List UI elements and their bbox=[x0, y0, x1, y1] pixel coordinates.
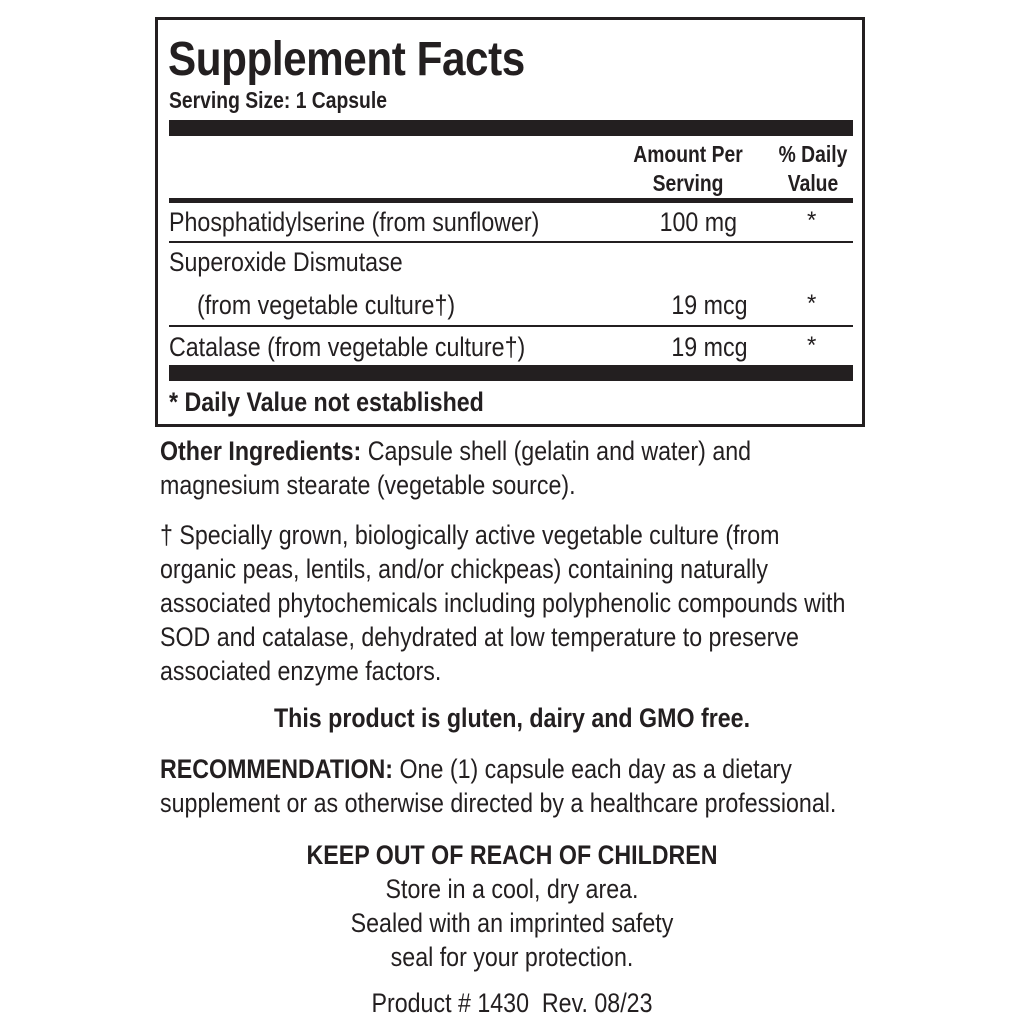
other-ingredients bbox=[160, 434, 847, 502]
recommendation bbox=[160, 752, 946, 820]
dv-header-line2: Value bbox=[787, 170, 839, 196]
other-ingredients-line1 bbox=[160, 434, 751, 468]
row-name-sod-line1: Superoxide Dismutase bbox=[169, 247, 403, 277]
product-info bbox=[0, 986, 1024, 1020]
warning-line1: Store in a cool, dry area. bbox=[385, 874, 639, 904]
warning-title: KEEP OUT OF REACH OF CHILDREN bbox=[306, 840, 718, 870]
row-divider bbox=[169, 325, 853, 327]
other-ingredients-line2: magnesium stearate (vegetable source). bbox=[160, 470, 576, 500]
row-amount-catalase: 19 mcg bbox=[671, 332, 748, 362]
daily-value-footnote: * Daily Value not established bbox=[169, 387, 484, 417]
recommendation-line2: supplement or as otherwise directed by a healthcare professional. bbox=[160, 788, 837, 818]
dagger-note-line2: organic peas, lentils, and/or chickpeas) containing naturally bbox=[160, 554, 768, 584]
amount-header-line1: Amount Per bbox=[633, 141, 743, 167]
other-ingredients-text1: Capsule shell (gelatin and water) and bbox=[361, 436, 752, 466]
supplement-facts-panel bbox=[155, 17, 865, 427]
dagger-note-line4: SOD and catalase, dehydrated at low temperature to preserve bbox=[160, 622, 799, 652]
recommendation-line1 bbox=[160, 752, 836, 786]
top-bar bbox=[169, 120, 853, 136]
recommendation-label: RECOMMENDATION: bbox=[160, 754, 394, 784]
bottom-bar bbox=[169, 365, 853, 381]
daily-value-header bbox=[768, 140, 858, 198]
row-dv-phosphatidylserine: * bbox=[807, 207, 817, 234]
panel-title: Supplement Facts bbox=[168, 33, 525, 86]
serving-size: Serving Size: 1 Capsule bbox=[169, 87, 387, 113]
warning-line2: Sealed with an imprinted safety bbox=[350, 908, 674, 938]
warning-line3: seal for your protection. bbox=[390, 942, 634, 972]
warning-block bbox=[0, 838, 1024, 974]
other-ingredients-label: Other Ingredients: bbox=[160, 436, 362, 466]
amount-per-serving-header bbox=[613, 140, 763, 198]
free-statement-text: This product is gluten, dairy and GMO free. bbox=[273, 703, 751, 733]
dagger-note-line5: associated enzyme factors. bbox=[160, 656, 442, 686]
header-divider bbox=[169, 198, 853, 203]
row-name-phosphatidylserine: Phosphatidylserine (from sunflower) bbox=[169, 207, 540, 237]
recommendation-text1: One (1) capsule each day as a dietary bbox=[393, 754, 792, 784]
row-name-sod-line2: (from vegetable culture†) bbox=[197, 290, 456, 320]
row-divider bbox=[169, 241, 853, 243]
row-dv-sod: * bbox=[807, 290, 817, 317]
free-statement bbox=[0, 701, 1024, 735]
dv-header-line1: % Daily bbox=[778, 141, 848, 167]
row-dv-catalase: * bbox=[807, 332, 817, 359]
dagger-note bbox=[160, 518, 957, 688]
row-amount-phosphatidylserine: 100 mg bbox=[659, 207, 737, 237]
dagger-note-line3: associated phytochemicals including polyphenolic compounds with bbox=[160, 588, 846, 618]
amount-header-line2: Serving bbox=[652, 170, 724, 196]
product-number: Product # 1430 Rev. 08/23 bbox=[371, 988, 653, 1018]
row-name-catalase: Catalase (from vegetable culture†) bbox=[169, 332, 526, 362]
dagger-note-line1: † Specially grown, biologically active vegetable culture (from bbox=[160, 520, 780, 550]
row-amount-sod: 19 mcg bbox=[671, 290, 748, 320]
